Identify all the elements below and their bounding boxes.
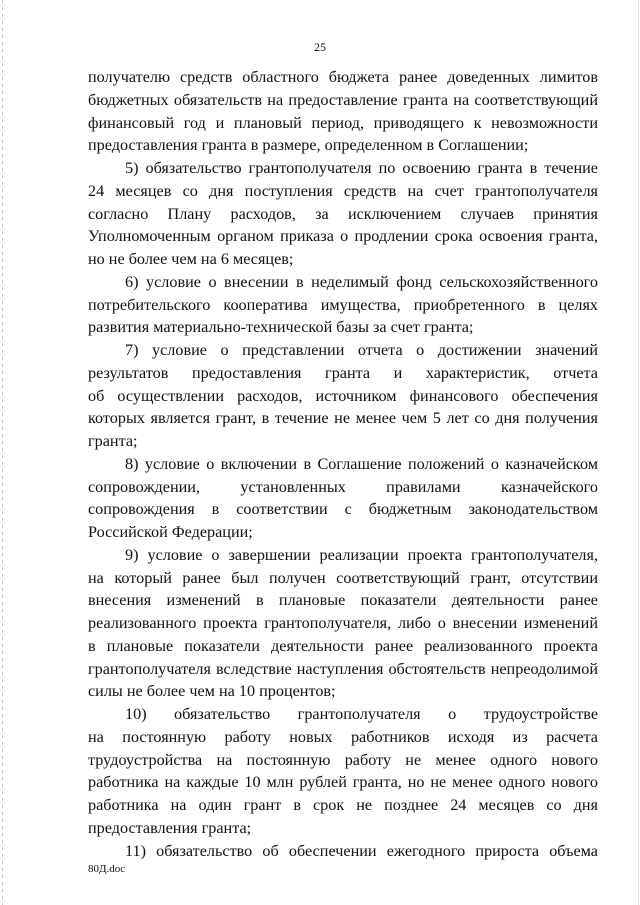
text-line: которых является грант, в течение не менее чем 5 лет со дня получения	[88, 409, 598, 428]
text-line: работника на один грант в срок не позднее 24 месяцев со дня	[88, 796, 598, 814]
text-line: согласно Плану расходов, за исключением случаев принятия	[88, 204, 598, 223]
text-line: гранта;	[88, 432, 138, 450]
text-line: работника на каждые 10 млн рублей гранта, но не менее одного нового	[88, 773, 598, 792]
scan-edge-left	[2, 0, 3, 905]
text-line: в плановые показатели деятельности ранее реализованного проекта	[88, 636, 598, 655]
text-line: 6) условие о внесении в неделимый фонд сельскохозяйственного	[125, 272, 598, 291]
text-line: сопровождении, установленных правилами казначейского	[88, 477, 598, 496]
scan-edge-right	[638, 0, 639, 905]
text-line: внесения изменений в плановые показатели деятельности ранее	[88, 591, 598, 610]
text-line: результатов предоставления гранта и характеристик, отчета	[88, 363, 598, 382]
text-line: 8) условие о включении в Соглашение положений о казначейском	[125, 454, 598, 473]
text-line: об осуществлении расходов, источником финансового обеспечения	[88, 386, 598, 405]
text-line: развития материально-технической базы за счет гранта;	[88, 318, 474, 337]
text-line: Российской Федерации;	[88, 523, 253, 541]
text-line: трудоустройства на постоянную работу не менее одного нового	[88, 750, 598, 769]
document-body	[88, 66, 598, 862]
text-line: 9) условие о завершении реализации проекта грантополучателя,	[125, 545, 598, 564]
text-line: Уполномоченным органом приказа о продлении срока освоения гранта,	[88, 227, 598, 246]
text-line: получателю средств областного бюджета ранее доведенных лимитов	[88, 68, 598, 86]
text-line: на постоянную работу новых работников исходя из расчета	[88, 727, 598, 746]
text-line: предоставления гранта в размере, определенном в Соглашении;	[88, 136, 529, 155]
text-line: но не более чем на 6 месяцев;	[88, 250, 294, 268]
text-line: 24 месяцев со дня поступления средств на счет грантополучателя	[88, 181, 598, 200]
text-line: 7) условие о представлении отчета о достижении значений	[125, 341, 598, 359]
file-name-footer: 80Д.doc	[88, 863, 126, 875]
text-line: грантополучателя вследствие наступления обстоятельств непреодолимой	[88, 659, 598, 678]
text-line: 10) обязательство грантополучателя о трудоустройстве	[125, 705, 598, 723]
page-number: 25	[314, 40, 326, 54]
text-line: на который ранее был получен соответствующий грант, отсутствии	[88, 568, 598, 587]
text-line: 11) обязательство об обеспечении ежегодного прироста объема	[125, 841, 598, 860]
text-line: реализованного проекта грантополучателя, либо о внесении изменений	[88, 614, 598, 632]
text-line: 5) обязательство грантополучателя по освоению гранта в течение	[125, 159, 598, 177]
text-line: финансовый год и плановый период, приводящего к невозможности	[88, 113, 598, 132]
text-line: бюджетных обязательств на предоставление гранта на соответствующий	[88, 90, 598, 109]
text-line: сопровождения в соответствии с бюджетным законодательством	[88, 500, 598, 519]
text-line: потребительского кооператива имущества, приобретенного в целях	[88, 295, 598, 314]
text-line: силы не более чем на 10 процентов;	[88, 682, 336, 701]
text-line: предоставления гранта;	[88, 818, 252, 837]
